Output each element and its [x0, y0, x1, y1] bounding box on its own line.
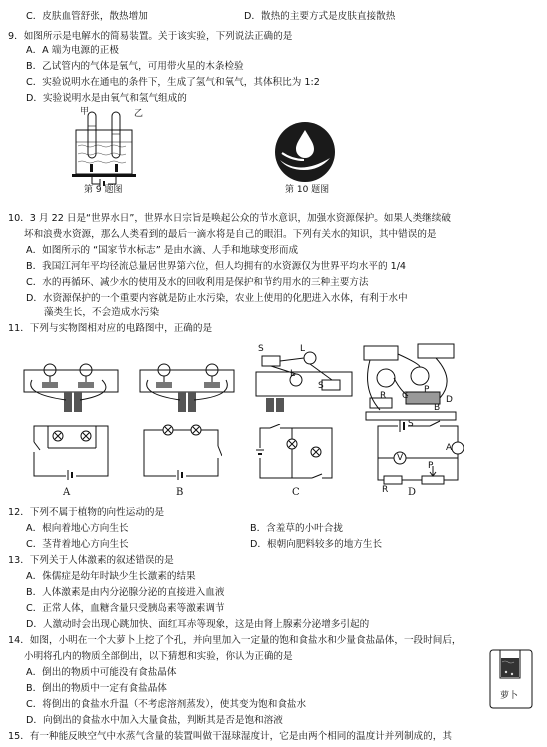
q10-figure-caption: 第 10 题图 [285, 185, 330, 195]
q13-option-a: A．侏儒症是幼年时缺少生长激素的结果 [26, 571, 196, 582]
q9-stem: 9．如图所示是电解水的简易装置。关于该实验，下列说法正确的是 [8, 31, 293, 42]
q8-option-d: D．散热的主要方式是皮肤直接散热 [244, 11, 396, 22]
q11-photo-c-s1: S [258, 344, 264, 354]
q11-label-d: D [408, 487, 417, 498]
q10-option-a: A．如图所示的 “国家节水标志” 是由水滴、人手和地球变形而成 [26, 245, 299, 256]
q11-circuit-d-a: A [446, 443, 453, 453]
q9-option-c: C．实验说明水在通电的条件下，生成了氢气和氧气，其体积比为 1:2 [26, 77, 320, 88]
q9-option-d: D．实验说明水是由氧气和氢气组成的 [26, 93, 187, 104]
q14-option-c: C．将倒出的食盐水升温（不考虑溶剂蒸发），使其变为饱和食盐水 [26, 699, 307, 710]
q11-circuit-d-v: V [397, 453, 404, 463]
q12-option-a: A．根向着地心方向生长 [26, 523, 129, 534]
q11-photo-a [22, 350, 120, 414]
q11-label-a: A [63, 487, 71, 498]
q11-photo-c-l2: L [290, 369, 296, 379]
q13-option-b: B．人体激素是由内分泌腺分泌的直接进入血液 [26, 587, 225, 598]
q11-circuit-b [140, 420, 222, 482]
q11-photo-c [252, 344, 356, 414]
q14-option-d: D．向倒出的食盐水中加入大量食盐，判断其是否是饱和溶液 [26, 715, 283, 726]
q12-option-b: B．含羞草的小叶合拢 [250, 523, 343, 534]
q10-option-c: C．水的再循环、减少水的使用及水的回收利用是保护和节约用水的三种主要方法 [26, 277, 369, 288]
q11-circuit-d [370, 418, 464, 488]
q8-option-c: C．皮肤血管舒张，散热增加 [26, 11, 148, 22]
q11-circuit-d-p: P [428, 461, 434, 471]
q13-stem: 13．下列关于人体激素的叙述错误的是 [8, 555, 174, 566]
q11-circuit-c [256, 424, 336, 484]
q10-option-d-2: 藻类生长，不会造成水污染 [44, 307, 160, 318]
q10-stem-1: 10．3 月 22 日是“世界水日”，世界水日宗旨是唤起公众的节水意识，加强水资源保护。如果人类继续破 [8, 213, 451, 224]
q10-stem-2: 坏和浪费水资源，那么人类看到的最后一滴水将是自己的眼泪。下列有关水的知识，其中错误的是 [24, 229, 437, 240]
q9-option-b: B．乙试管内的气体是氧气，可用带火星的木条检验 [26, 61, 244, 72]
radish-label: 萝卜 [500, 691, 519, 701]
q11-photo-d [360, 340, 464, 424]
q12-option-d: D．根朝向肥料较多的地方生长 [250, 539, 383, 550]
q13-option-c: C．正常人体，血糖含量只受胰岛素等激素调节 [26, 603, 225, 614]
q14-stem-2: 小明将孔内的物质全部倒出，以下猜想和实验，你认为正确的是 [24, 651, 293, 662]
q11-circuit-a [30, 420, 112, 482]
q12-option-c: C．茎背着地心方向生长 [26, 539, 129, 550]
q13-option-d: D．人激动时会出现心跳加快、面红耳赤等现象，这是由肾上腺素分泌增多引起的 [26, 619, 370, 630]
q11-photo-c-l1: L [300, 344, 306, 354]
q14-option-b: B．倒出的物质中一定有食盐晶体 [26, 683, 167, 694]
q14-stem-1: 14．如图，小明在一个大萝卜上挖了个孔，并向里加入一定量的饱和食盐水和少量食盐晶体，一段时间后， [8, 635, 462, 646]
q11-photo-d-b: B [434, 403, 441, 413]
q11-circuit-d-s: S [408, 419, 414, 429]
label-yi: 乙 [134, 109, 144, 119]
q11-photo-d-d: D [446, 395, 453, 405]
q15-stem: 15．有一种能反映空气中水蒸气含量的装置叫做干湿球湿度计，它是由两个相同的温度计并列制成的，其 [8, 731, 452, 742]
q11-photo-c-s2: S [318, 381, 324, 391]
label-jia: 甲 [80, 107, 90, 117]
q11-stem: 11．下列与实物图相对应的电路图中，正确的是 [8, 323, 213, 334]
q10-option-d-1: D．水资源保护的一个重要内容就是防止水污染，农业上使用的化肥进入水体，有利于水中 [26, 293, 408, 304]
q11-label-c: C [292, 487, 300, 498]
electrolysis-figure [68, 108, 148, 190]
q9-option-a: A．A 端为电源的正极 [26, 45, 119, 56]
q11-circuit-d-r: R [382, 485, 389, 495]
q10-option-b: B．我国江河年平均径流总量居世界第六位，但人均拥有的水资源仅为世界平均水平的 1/4 [26, 261, 407, 272]
q11-photo-d-p: P [424, 385, 430, 395]
water-saving-logo [270, 120, 340, 184]
q12-stem: 12．下列不属于植物的向性运动的是 [8, 507, 165, 518]
q11-photo-b [138, 350, 236, 414]
q11-photo-d-c: C [402, 391, 409, 401]
q11-photo-d-r: R [380, 391, 387, 401]
q14-option-a: A．倒出的物质中可能没有食盐晶体 [26, 667, 177, 678]
q9-figure-caption: 第 9 题图 [84, 185, 123, 195]
q11-label-b: B [176, 487, 184, 498]
